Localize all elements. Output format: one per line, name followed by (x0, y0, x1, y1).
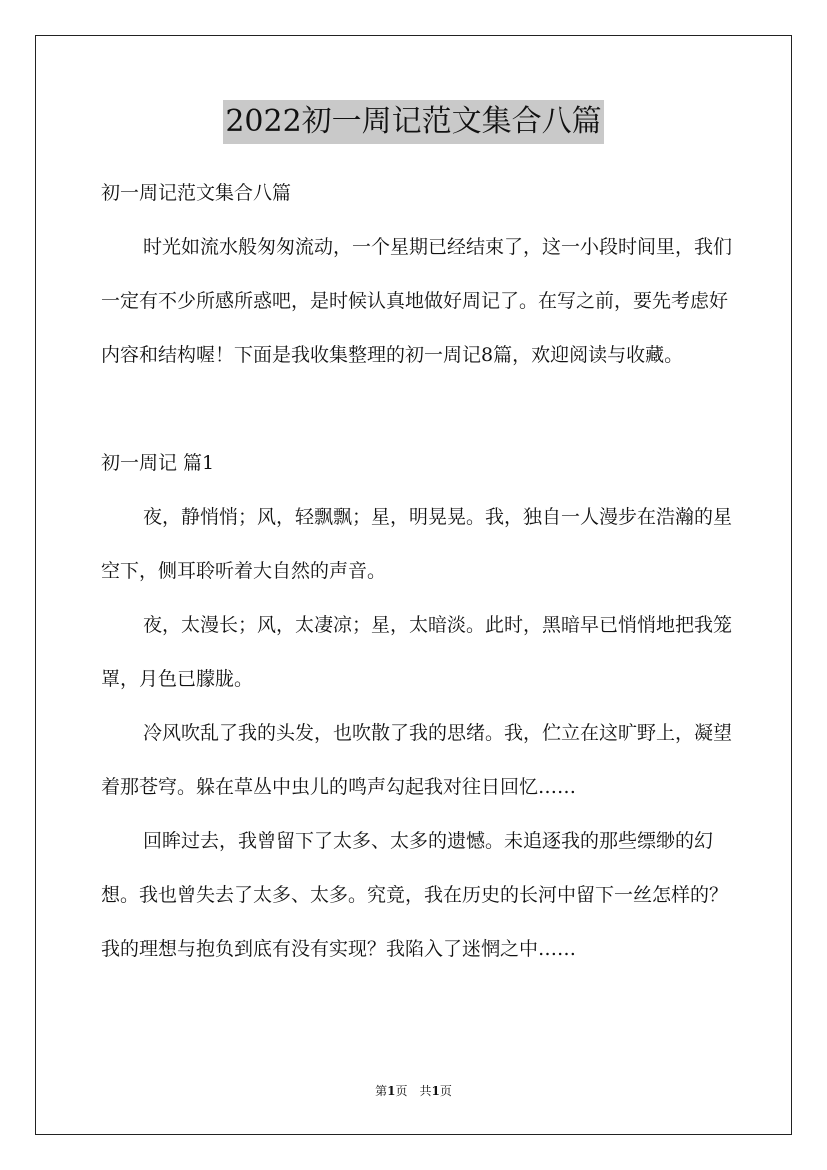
body-paragraph: 夜，静悄悄；风，轻飘飘；星，明晃晃。我，独自一人漫步在浩瀚的星空下，侧耳聆听着大自然的声音。 (101, 506, 733, 582)
page-prefix: 第 (375, 1084, 388, 1098)
body-paragraph: 夜，太漫长；风，太凄凉；星，太暗淡。此时，黑暗早已悄悄地把我笼罩，月色已朦胧。 (101, 614, 733, 690)
document-body (101, 166, 741, 976)
document-title: 2022初一周记范文集合八篇 (223, 100, 603, 144)
section-heading: 初一周记 篇1 (101, 452, 215, 474)
document-subtitle: 初一周记范文集合八篇 (101, 182, 292, 204)
page-suffix: 页 (439, 1084, 452, 1098)
spacer (101, 382, 741, 436)
page-mid: 页 共 (395, 1084, 432, 1098)
intro-paragraph: 时光如流水般匆匆流动，一个星期已经结束了，这一小段时间里，我们一定有不少所感所惑吧，是时候认真地做好周记了。在写之前，要先考虑好内容和结构喔！下面是我收集整理的初一周记8篇，欢迎阅读与收藏。 (101, 236, 733, 366)
page-total: 1 (431, 1084, 440, 1098)
body-paragraph: 回眸过去，我曾留下了太多、太多的遗憾。未追逐我的那些缥缈的幻想。我也曾失去了太多、太多。究竟，我在历史的长河中留下一丝怎样的？我的理想与抱负到底有没有实现？我陷入了迷惘之中…… (101, 830, 729, 960)
page-footer (0, 1081, 827, 1101)
page-current: 1 (387, 1084, 396, 1098)
title-container (0, 100, 827, 144)
body-paragraph: 冷风吹乱了我的头发，也吹散了我的思绪。我，伫立在这旷野上，凝望着那苍穹。躲在草丛中虫儿的鸣声勾起我对往日回忆…… (101, 722, 733, 798)
